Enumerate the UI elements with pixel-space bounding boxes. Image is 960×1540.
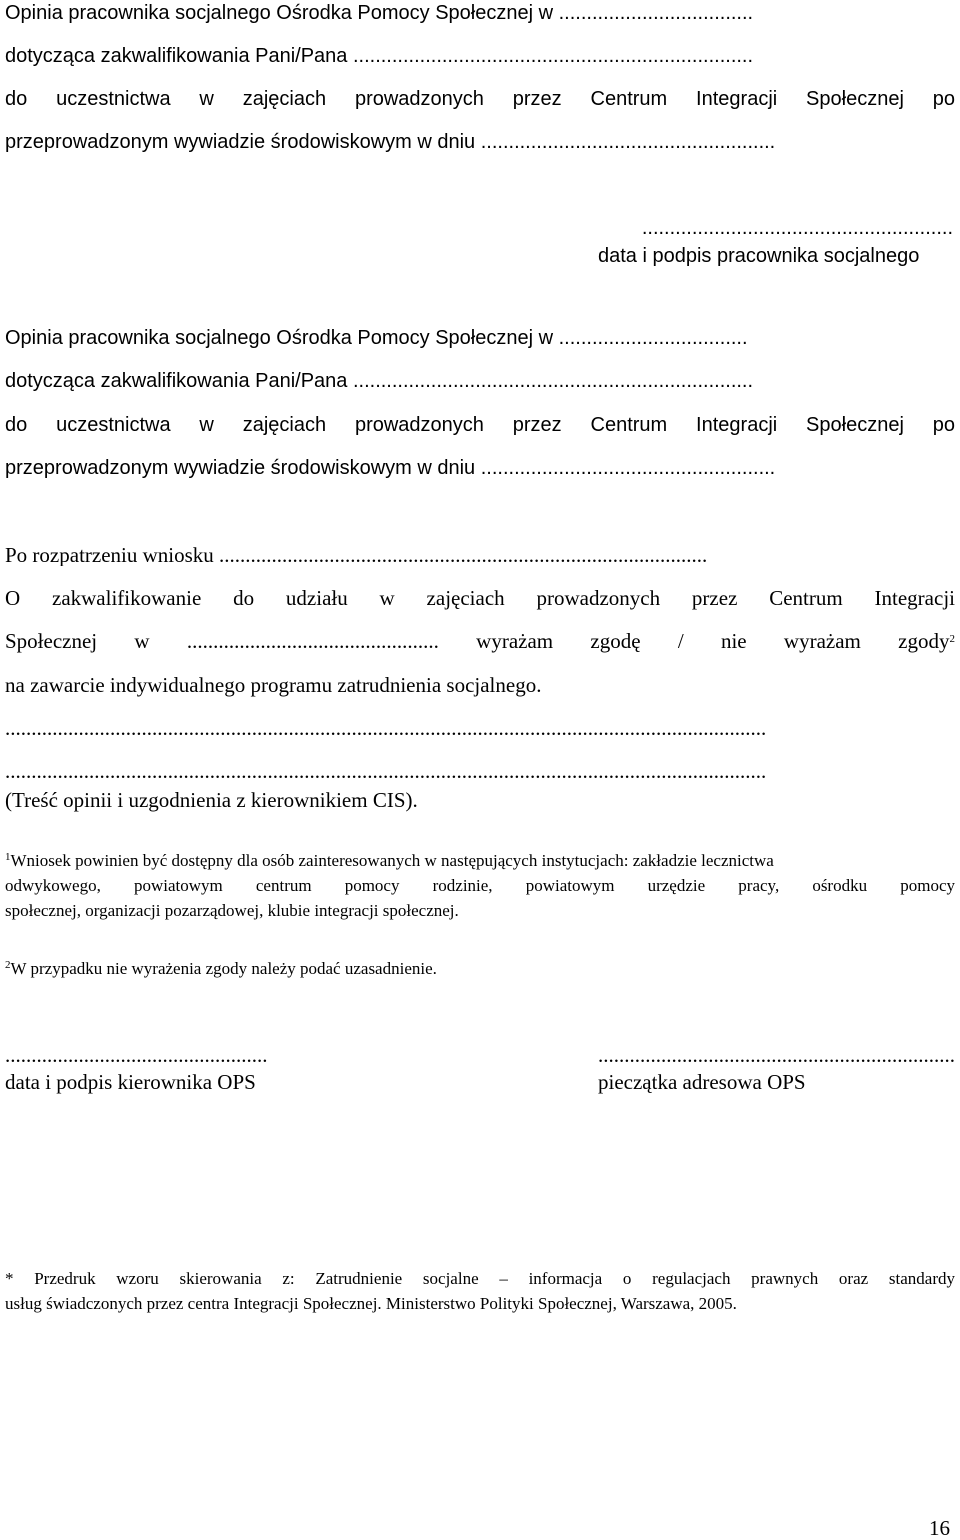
stamp-dots: .................................................................... xyxy=(598,1043,955,1067)
decision-dots-1: ................................................................................................................................................. xyxy=(5,718,767,739)
form1-line-3: do uczestnictwa w zajęciach prowadzonych przez Centrum Integracji Społecznej po xyxy=(5,88,955,110)
decision-content-label: (Treść opinii i uzgodnienia z kierownikiem CIS). xyxy=(5,788,418,812)
footnote-1-line-3: społecznej, organizacji pozarządowej, klubie integracji społecznej. xyxy=(5,901,459,920)
decision-line-2: O zakwalifikowanie do udziału w zajęciach prowadzonych przez Centrum Integracji xyxy=(5,586,955,610)
footnote-1-line-2: odwykowego, powiatowym centrum pomocy rodzinie, powiatowym urzędzie pracy, ośrodku pomocy xyxy=(5,876,955,895)
footnote-1-mark: 1 xyxy=(5,851,11,863)
stamp-label: pieczątka adresowa OPS xyxy=(598,1070,806,1094)
form1-line-1: Opinia pracownika socjalnego Ośrodka Pomocy Społecznej w ................................... xyxy=(5,3,754,23)
form2-line-4: przeprowadzonym wywiadzie środowiskowym w dniu ..................................................... xyxy=(5,458,776,478)
form1-line-4: przeprowadzonym wywiadzie środowiskowym w dniu ..................................................... xyxy=(5,132,776,152)
footnote-2-text: W przypadku nie wyrażenia zgody należy podać uzasadnienie. xyxy=(10,959,437,978)
form2-line-2: dotycząca zakwalifikowania Pani/Pana ........................................................................ xyxy=(5,371,754,391)
footnote-2-ref: 2 xyxy=(949,633,955,645)
decision-dots-2: ................................................................................................................................................. xyxy=(5,761,767,782)
footnote-1-line-1 xyxy=(5,852,774,869)
form2-line-1: Opinia pracownika socjalnego Ośrodka Pomocy Społecznej w .................................. xyxy=(5,328,748,348)
footnote-1-text: Wniosek powinien być dostępny dla osób zainteresowanych w następujących instytucjach: zakładzie lecznictwa xyxy=(10,851,774,870)
manager-signature-dots: .................................................. xyxy=(5,1043,268,1067)
footnote-2 xyxy=(5,960,437,977)
form1-signature-label: data i podpis pracownika socjalnego xyxy=(598,245,920,267)
page-number: 16 xyxy=(929,1516,950,1540)
source-note-line-2: usług świadczonych przez centra Integracji Społecznej. Ministerstwo Polityki Społecznej, Warszawa, 2005. xyxy=(5,1294,737,1313)
form1-signature-dots: ........................................................ xyxy=(641,217,953,239)
manager-signature-label: data i podpis kierownika OPS xyxy=(5,1070,256,1094)
decision-line-3-text: Społecznej w ................................................ wyrażam zgodę / nie wyrażam zgody xyxy=(5,629,950,653)
decision-line-3 xyxy=(5,631,955,652)
decision-line-4: na zawarcie indywidualnego programu zatrudnienia socjalnego. xyxy=(5,673,542,697)
decision-line-1: Po rozpatrzeniu wniosku ............................................................................................. xyxy=(5,545,708,566)
form2-line-3: do uczestnictwa w zajęciach prowadzonych przez Centrum Integracji Społecznej po xyxy=(5,414,955,436)
form1-line-2: dotycząca zakwalifikowania Pani/Pana ........................................................................ xyxy=(5,46,754,66)
footnote-2-mark: 2 xyxy=(5,959,11,971)
source-note-line-1: * Przedruk wzoru skierowania z: Zatrudnienie socjalne – informacja o regulacjach prawnych oraz standardy xyxy=(5,1269,955,1288)
